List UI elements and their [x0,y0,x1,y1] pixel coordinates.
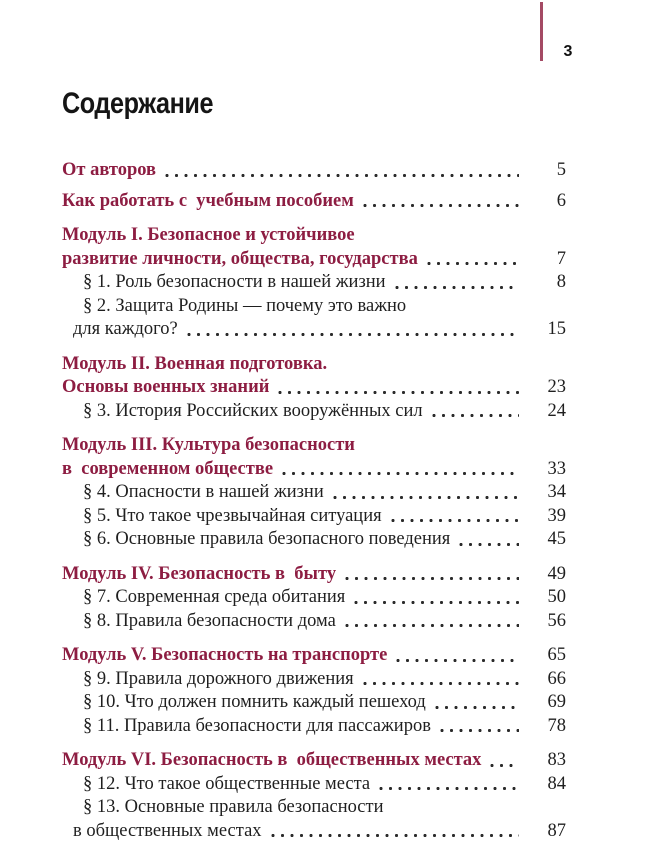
toc-entry [62,190,566,214]
toc-page-number: 7 [556,248,566,269]
dot-leader [395,284,519,291]
toc-entry-line [62,586,566,610]
dot-leader [459,541,519,548]
toc-entry-line [62,505,566,529]
toc-entry [62,691,566,715]
toc-page-number: 87 [547,820,566,841]
dot-leader [345,575,519,582]
toc-entry-label: § 7. Современная среда обитания [83,587,346,607]
toc-entry-label: Модуль IV. Безопасность в быту [62,563,337,584]
dot-leader [363,202,519,209]
toc-entry-line [62,749,566,773]
toc-page-number: 50 [547,587,566,607]
toc-entry-line [62,796,566,820]
toc-entry-line [62,691,566,715]
toc-entry [62,749,566,773]
toc-entry-line [62,295,566,319]
toc-entry-label: Основы военных знаний [62,377,270,397]
toc-entry [62,528,566,552]
toc-page-number: 69 [547,692,566,712]
toc-page-number: 8 [556,272,566,292]
toc-entry-label: развитие личности, общества, государства [62,248,418,269]
toc-entry-label: § 6. Основные правила безопасного поведения [83,529,451,549]
page-title: Содержание [62,87,214,120]
toc-entry [62,353,566,400]
toc-page-number: 83 [547,750,566,770]
toc-entry [62,668,566,692]
toc-entry [62,644,566,668]
toc-entry-label: § 5. Что такое чрезвычайная ситуация [83,505,382,526]
toc-page-number: 34 [547,482,566,502]
toc-entry-label: § 8. Правила безопасности дома [83,610,336,631]
toc-page-number: 5 [556,160,566,180]
toc-entry [62,434,566,481]
toc-entry-line [62,668,566,692]
toc-entry-line [62,715,566,739]
toc-entry [62,715,566,739]
toc-page-number: 23 [547,377,566,397]
toc-page-number: 45 [547,529,566,549]
toc-entry [62,159,566,183]
toc-entry-label: От авторов [62,160,157,180]
toc-entry [62,773,566,797]
dot-leader [271,832,519,839]
toc-page-number: 39 [547,505,566,526]
toc-entry-label: Как работать с учебным пособием [62,190,354,211]
toc-page-number: 49 [547,563,566,584]
toc-entry-line [62,248,566,272]
toc-entry-label: Модуль I. Безопасное и устойчивое [62,225,355,245]
toc-page-number: 78 [547,715,566,736]
toc-entry-line [62,271,566,295]
dot-leader [354,599,519,606]
page-corner-rule [540,2,543,61]
toc-entry [62,224,566,271]
toc-entry-line [62,376,566,400]
toc-entry-label: § 1. Роль безопасности в нашей жизни [83,272,386,292]
dot-leader [278,389,519,396]
toc-page-number: 65 [547,645,566,665]
toc-entry-label: § 12. Что такое общественные места [83,773,371,794]
toc-entry-line [62,458,566,482]
dot-leader [333,494,519,501]
dot-leader [432,412,519,419]
toc-entry-line [62,610,566,634]
dot-leader [187,331,519,338]
toc-entry-label: Модуль VI. Безопасность в общественных местах [62,750,482,770]
toc-entry-label: § 13. Основные правила безопасности [83,797,384,817]
toc-list [62,159,566,843]
toc-page-number: 15 [547,319,566,339]
dot-leader [391,517,519,524]
toc-entry-line [62,159,566,183]
toc-entry-line [62,644,566,668]
toc-page-number: 33 [547,458,566,479]
toc-entry-label: Модуль III. Культура безопасности [62,435,355,455]
toc-entry [62,563,566,587]
toc-entry-line [62,528,566,552]
toc-entry-label: § 9. Правила дорожного движения [83,668,354,689]
toc-entry-line [62,353,566,377]
toc-entry-label: для каждого? [73,319,178,339]
dot-leader [490,762,519,769]
toc-entry [62,271,566,295]
toc-entry-line [62,434,566,458]
toc-entry-label: § 2. Защита Родины — почему это важно [83,295,407,316]
toc-entry-line [62,400,566,424]
toc-entry-label: Модуль II. Военная подготовка. [62,353,328,374]
page-number: 3 [563,43,573,60]
toc-entry-line [62,563,566,587]
toc-entry [62,505,566,529]
dot-leader [396,657,519,664]
toc-entry [62,400,566,424]
toc-entry-line [62,481,566,505]
toc-entry-line [62,190,566,214]
dot-leader [363,680,519,687]
toc-page-number: 56 [547,610,566,631]
toc-entry [62,586,566,610]
toc-page-number: 84 [547,773,566,794]
toc-page-number: 66 [547,668,566,689]
dot-leader [165,172,519,179]
toc-entry-label: § 10. Что должен помнить каждый пешеход [83,692,426,712]
toc-entry-line [62,820,566,844]
dot-leader [345,622,519,629]
toc-entry [62,796,566,843]
toc-entry-label: § 4. Опасности в нашей жизни [83,482,324,502]
toc-entry-label: Модуль V. Безопасность на транспорте [62,645,388,665]
toc-page-number: 24 [547,400,566,421]
toc-entry-line [62,318,566,342]
toc-entry-label: § 11. Правила безопасности для пассажиров [83,715,431,736]
dot-leader [282,470,519,477]
toc-entry-line [62,773,566,797]
toc-page-number: 6 [556,190,566,211]
dot-leader [427,260,519,267]
toc-entry-label: в современном обществе [62,458,274,479]
dot-leader [435,704,519,711]
toc-entry-label: в общественных местах [73,820,262,841]
dot-leader [440,727,519,734]
toc-entry-line [62,224,566,248]
toc-entry [62,295,566,342]
toc-entry-label: § 3. История Российских вооружённых сил [83,400,423,421]
toc-entry [62,610,566,634]
toc-entry [62,481,566,505]
dot-leader [379,785,519,792]
